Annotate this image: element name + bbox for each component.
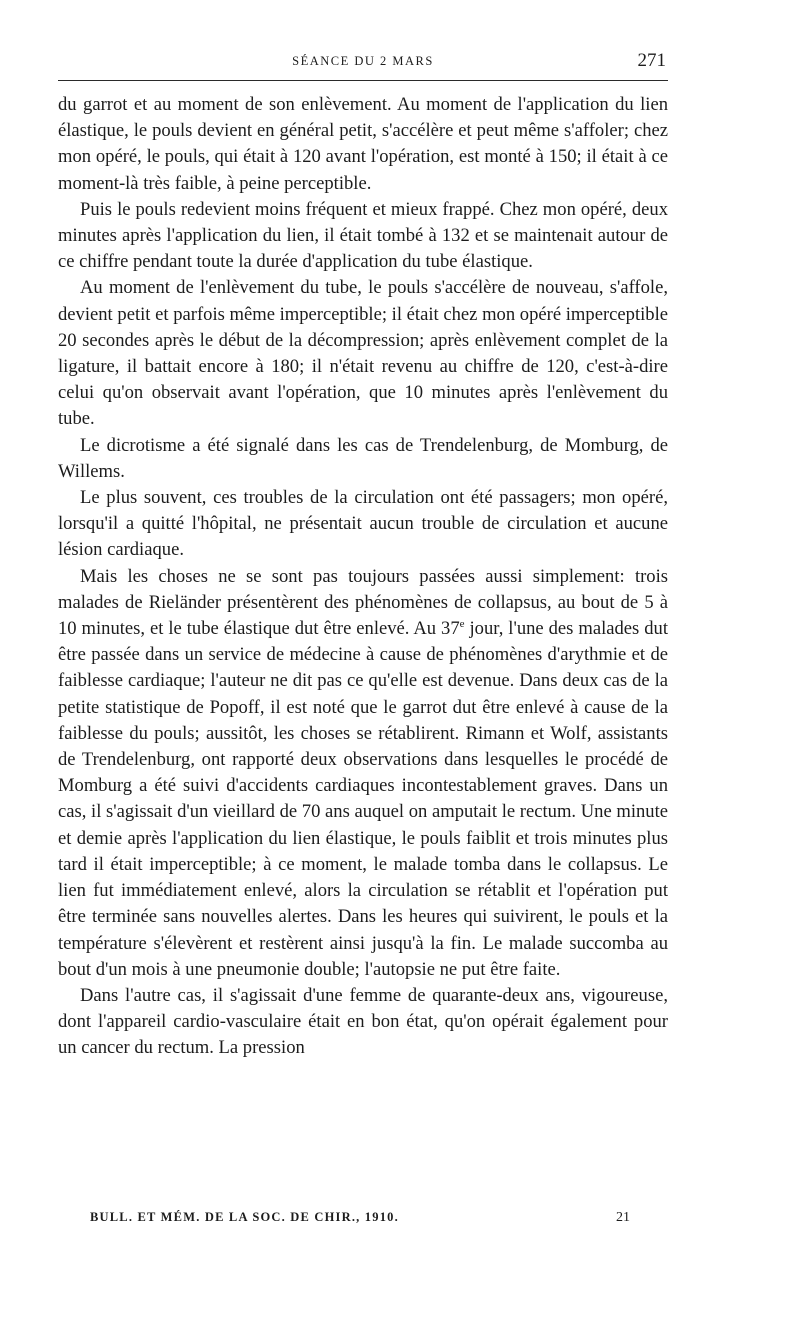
body-text [58,92,668,1062]
page-footer [90,1210,630,1232]
paragraph-1: du garrot et au moment de son enlèvement. Au moment de l'application du lien élastique, le pouls devient en général petit, s'accélère et peut même s'affoler; chez mon opéré, le pouls, qui était à 120 avant l'opération, est monté à 150; il était à ce moment-là très faible, à peine perceptible. [58,94,668,194]
page-number: 271 [637,50,666,71]
paragraph-6 [58,564,668,983]
signature-mark: 21 [616,1210,630,1225]
paragraph-2: Puis le pouls redevient moins fréquent et mieux frappé. Chez mon opéré, deux minutes après l'application du lien, il était tombé à 132 et se maintenait autour de ce chiffre pendant toute la durée d'application du tube élastique. [58,198,668,273]
paragraph-5: Le plus souvent, ces troubles de la circulation ont été passagers; mon opéré, lorsqu'il a quitté l'hôpital, ne présentait aucun trouble de circulation et aucune lésion cardiaque. [58,487,668,561]
paragraph-6-part-2: jour, l'une des malades dut être passée dans un service de médecine à cause de phénomènes d'arythmie et de faiblesse cardiaque; l'auteur ne dit pas ce qu'elle est devenue. Dans deux cas de la petite statistique de Popoff, il est noté que le garrot dut être enlevé à cause de la faiblesse du pouls; aussitôt, les choses se rétablirent. Rimann et Wolf, assistants de Trendelenburg, ont rapporté deux observations dans lesquelles le procédé de Momburg a été suivi d'accidents cardiaques incontestablement graves. Dans un cas, il s'agissait d'un vieillard de 70 ans auquel on amputait le rectum. Une minute et demie après l'application du lien élastique, le pouls faiblit et trois minutes plus tard il était imperceptible; à ce moment, le malade tomba dans le collapsus. Le lien fut immédiatement enlevé, alors la circulation se rétablit et l'opération put être terminée sans nouvelles alertes. Dans les heures qui suivirent, le pouls et la température s'élevèrent et restèrent ainsi jusqu'à la fin. Le malade succomba au bout d'un mois à une pneumonie double; l'autopsie ne put être faite. [58,618,668,980]
book-page [58,50,668,1062]
ordinal-superscript: e [459,617,465,630]
running-title: SÉANCE DU 2 MARS [292,54,434,68]
paragraph-4: Le dicrotisme a été signalé dans les cas de Trendelenburg, de Momburg, de Willems. [58,434,668,482]
running-head [58,50,668,81]
paragraph-3: Au moment de l'enlèvement du tube, le pouls s'accélère de nouveau, s'affole, devient petit et parfois même imperceptible; il était chez mon opéré imperceptible 20 secondes après le début de la décompression; après enlèvement complet de la ligature, il battait encore à 180; il n'était revenu au chiffre de 120, c'est-à-dire celui qu'on observait avant l'opération, que 10 minutes après l'enlèvement du tube. [58,277,668,430]
paragraph-7: Dans l'autre cas, il s'agissait d'une femme de quarante-deux ans, vigoureuse, dont l'appareil cardio-vasculaire était en bon état, qu'on opérait également pour un cancer du rectum. La pression [58,984,668,1059]
journal-citation: BULL. ET MÉM. DE LA SOC. DE CHIR., 1910. [90,1210,399,1224]
paragraph-6-part-1: Mais les choses ne se sont pas toujours passées aussi simplement: trois malades de Rieländer présentèrent des phénomènes de collapsus, au bout de 5 à 10 minutes, et le tube élastique dut être enlevé. Au 37 [58,565,668,640]
